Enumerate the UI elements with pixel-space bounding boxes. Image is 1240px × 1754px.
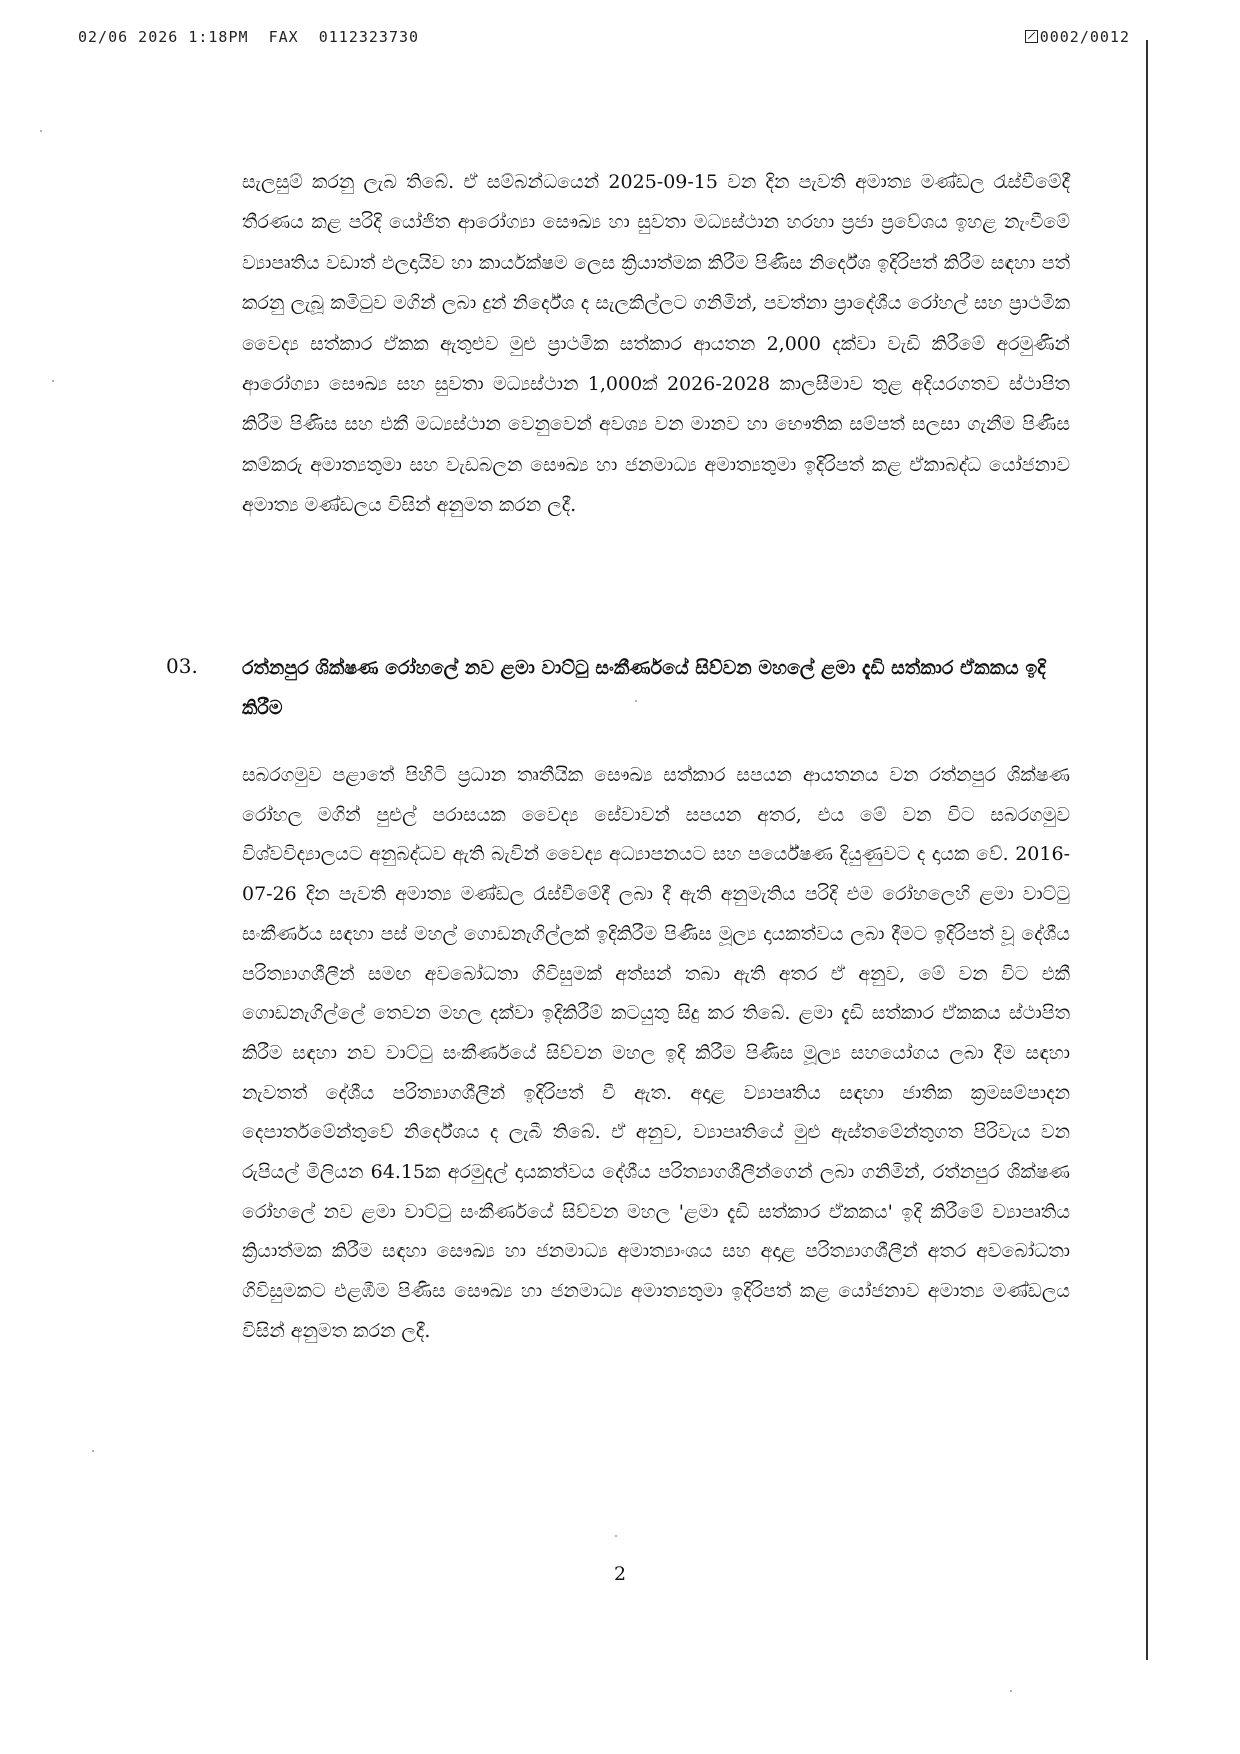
section-number: 03. <box>166 654 198 678</box>
scan-speck <box>615 1535 617 1537</box>
scan-speck <box>52 380 54 382</box>
scan-speck <box>40 130 42 132</box>
scan-edge-line <box>1146 40 1148 1660</box>
fax-transmission-info: 02/06 2026 1:18PM FAX 0112323730 <box>78 28 420 46</box>
body-paragraph-1: සැලසුම් කරනු ලැබ තිබේ. ඒ සම්බන්ධයෙන් 2025-09-15 වන දින පැවති අමාත්‍ය මණ්ඩල රැස්වීමේදී තීරණය කළ පරිදි යෝජිත ආරෝග්‍යා සෞඛ්‍ය හා සුවතා මධ්‍යස්ථාන හරහා ප්‍රජා ප්‍රවේශය ඉහළ නැංවීමේ ව්‍යාපෘතිය වඩාත් ඵලදායිව හා කාර්යක්ෂම ලෙස ක්‍රියාත්මක කිරීම පිණිස නිර්දේශ ඉදිරිපත් කිරීම සඳහා පත් කරනු ලැබූ කමිටුව මගින් ලබා දුන් නිර්දේශ ද සැලකිල්ලට ගනිමින්, පවත්නා ප්‍රාදේශීය රෝහල් සහ ප්‍රාථමික වෛද්‍ය සත්කාර ඒකක ඇතුළුව මුළු ප්‍රාථමික සත්කාර ආයතන 2,000 දක්වා වැඩි කිරීමේ අරමුණින් ආරෝග්‍යා සෞඛ්‍ය සහ සුවතා මධ්‍යස්ථාන 1,000ක් 2026-2028 කාලසීමාව තුළ අදියරගතව ස්ථාපිත කිරීම පිණිස සහ එකී මධ්‍යස්ථාන වෙනුවෙන් අවශ්‍ය වන මානව හා භෞතික සම්පත් සලසා ගැනීම පිණිස කම්කරු අමාත්‍යතුමා සහ වැඩබලන සෞඛ්‍ය හා ජනමාධ්‍ය අමාත්‍යතුමා ඉදිරිපත් කළ ඒකාබද්ධ යෝජනාව අමාත්‍ය මණ්ඩලය විසින් අනුමත කරන ලදී. <box>242 171 1070 517</box>
fax-header <box>78 28 1130 50</box>
scan-speck <box>1010 1690 1012 1692</box>
page-number: 2 <box>613 1563 627 1585</box>
fax-page-counter <box>1025 28 1130 46</box>
fax-page-count: 0002/0012 <box>1039 28 1130 46</box>
box-icon <box>1025 30 1038 43</box>
scan-speck <box>635 700 637 702</box>
section-title: රත්නපුර ශික්ෂණ රෝහලේ නව ළමා වාට්ටු සංකීර්ණයේ සිව්වන මහලේ ළමා දැඩි සත්කාර ඒකකය ඉදි කිරීම <box>242 657 1046 719</box>
scan-speck <box>92 1450 94 1452</box>
body-paragraph-2: සබරගමුව පළාතේ පිහිටි ප්‍රධාන තෘතීයික සෞඛ්‍ය සත්කාර සපයන ආයතනය වන රත්නපුර ශික්ෂණ රෝහල මගින් පුළුල් පරාසයක වෛද්‍ය සේවාවන් සපයන අතර, එය මේ වන විට සබරගමුව විශ්වවිද්‍යාලයට අනුබද්ධව ඇති බැවින් වෛද්‍ය අධ්‍යාපනයට සහ පර්යේෂණ දියුණුවට ද දායක වේ. 2016-07-26 දින පැවති අමාත්‍ය මණ්ඩල රැස්වීමේදී ලබා දී ඇති අනුමැතිය පරිදි එම රෝහලෙහි ළමා වාට්ටු සංකීර්ණය සඳහා පස් මහල් ගොඩනැගිල්ලක් ඉදිකිරීම පිණිස මූල්‍ය දායකත්වය ලබා දීමට ඉදිරිපත් වූ දේශීය පරිත්‍යාගශීලීන් සමඟ අවබෝධතා ගිවිසුමක් අත්සන් තබා ඇති අතර ඒ අනුව, මේ වන විට එකී ගොඩනැගිල්ලේ තෙවන මහල දක්වා ඉදිකිරීම් කටයුතු සිදු කර තිබේ. ළමා දැඩි සත්කාර ඒකකය ස්ථාපිත කිරීම සඳහා නව වාට්ටු සංකීර්ණයේ සිව්වන මහල ඉදි කිරීම පිණිස මූල්‍ය සහයෝගය ලබා දීම සඳහා නැවතත් දේශීය පරිත්‍යාගශීලීන් ඉදිරිපත් වී ඇත. අදාළ ව්‍යාපෘතිය සඳහා ජාතික ක්‍රමසම්පාදන දෙපාර්තමේන්තුවේ නිර්දේශය ද ලැබී තිබේ. ඒ අනුව, ව්‍යාපෘතියේ මුළු ඇස්තමේන්තුගත පිරිවැය වන රුපියල් මිලියන 64.15ක අරමුදල් දායකත්වය දේශීය පරිත්‍යාගශීලීන්ගෙන් ලබා ගනිමින්, රත්නපුර ශික්ෂණ රෝහලේ නව ළමා වාට්ටු සංකීර්ණයේ සිව්වන මහල 'ළමා දැඩි සත්කාර ඒකකය' ඉදි කිරීමේ ව්‍යාපෘතිය ක්‍රියාත්මක කිරීම සඳහා සෞඛ්‍ය හා ජනමාධ්‍ය අමාත්‍යාංශය සහ අදාළ පරිත්‍යාගශීලීන් අතර අවබෝධතා ගිවිසුමකට එළඹීම පිණිස සෞඛ්‍ය හා ජනමාධ්‍ය අමාත්‍යතුමා ඉදිරිපත් කළ යෝජනාව අමාත්‍ය මණ්ඩලය විසින් අනුමත කරන ලදී. <box>242 764 1070 1342</box>
